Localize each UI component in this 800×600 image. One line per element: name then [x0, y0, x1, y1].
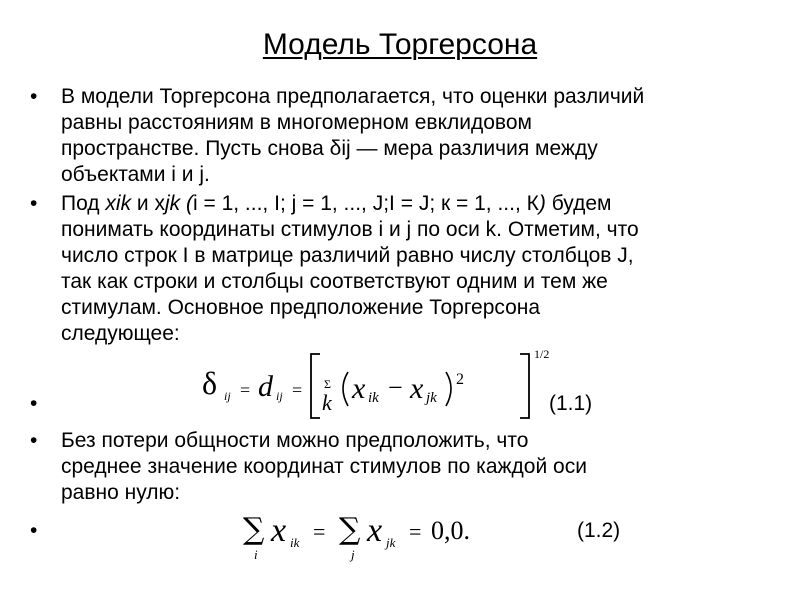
bullet-item-3 [28, 428, 778, 506]
eq1-right-bracket [520, 354, 529, 418]
bullet-marker: • [30, 519, 38, 542]
eq1-d: d [258, 370, 273, 403]
bullet-2-line-4: так как строки и столбцы соответствуют одним и тем же [61, 270, 608, 293]
equation-2-row [28, 509, 778, 563]
eq2-equals-1: = [313, 519, 326, 544]
equation-1-number: (1.1) [549, 392, 593, 415]
eq1-right-paren [446, 372, 451, 406]
eq1-minus: − [388, 373, 403, 402]
bullet-2-line-6: следующее: [61, 322, 180, 345]
bullet-3-line-1: Без потери общности можно предположить, что [61, 429, 529, 452]
eq2-x1-sub: ik [290, 535, 300, 550]
eq2-sum-2: ∑ [339, 512, 361, 547]
bullet-2-line-3: число строк I в матрице различий равно числу столбцов J, [61, 244, 634, 267]
bullet-3-line-3: равно нулю: [61, 481, 181, 504]
eq2-x2: x [367, 512, 383, 549]
eq2-sum-1: ∑ [243, 512, 265, 547]
equation-2 [243, 505, 523, 565]
bullet-1-line-3: пространстве. Пусть снова δij — мера различия между [61, 137, 598, 160]
eq2-x1: x [271, 512, 287, 549]
eq2-sum-2-index: j [351, 547, 355, 562]
eq1-equals-2: = [292, 380, 303, 400]
eq1-delta: δ [202, 365, 218, 401]
eq1-k: k [322, 390, 332, 415]
eq1-x1-sub: ik [368, 390, 379, 406]
eq1-exponent: 1/2 [534, 347, 550, 361]
equation-2-number: (1.2) [577, 519, 621, 542]
bullet-marker: • [30, 192, 38, 215]
eq1-delta-sub: ij [224, 389, 231, 403]
eq2-equals-2: = [409, 519, 422, 544]
bullet-2-line-5: стимулам. Основное предположение Торгерсона [61, 296, 541, 319]
bullet-1-line-4: объектами i и j. [61, 163, 210, 186]
eq2-sum-1-index: i [254, 547, 258, 562]
eq1-equals-1: = [240, 380, 251, 400]
eq2-x2-sub: jk [386, 535, 396, 550]
eq1-left-paren [343, 372, 348, 406]
bullet-item-1 [28, 84, 778, 188]
bullet-list [28, 84, 778, 563]
eq1-x1: x [352, 372, 366, 405]
eq1-square: 2 [456, 371, 464, 388]
bullet-1-line-1: В модели Торгерсона предполагается, что оценки различий [61, 85, 645, 108]
bullet-marker: • [30, 85, 38, 108]
equation-1-row [28, 347, 778, 424]
eq1-left-bracket [311, 354, 320, 418]
bullet-marker: • [30, 429, 38, 452]
eq1-d-sub: ij [276, 389, 283, 403]
bullet-1-line-2: равны расстояниям в многомерном евклидовом [61, 111, 532, 134]
bullet-2-line-1: Под xik и xjk (i = 1, ..., I; j = 1, ..., J;I = J; к = 1, ..., К) будем [61, 192, 612, 215]
bullet-marker: • [30, 392, 38, 415]
eq1-x2-sub: jk [426, 390, 437, 406]
equation-1 [198, 344, 558, 424]
bullet-3-line-2: среднее значение координат стимулов по каждой оси [61, 455, 587, 478]
eq2-value: 0,0. [431, 516, 470, 545]
eq1-sigma: Σ [324, 377, 331, 391]
bullet-2-line-2: понимать координаты стимулов i и j по оси k. Отметим, что [61, 218, 639, 241]
page-title: Модель Торгерсона [262, 28, 538, 61]
bullet-item-2 [28, 191, 778, 347]
eq1-x2: x [410, 372, 424, 405]
